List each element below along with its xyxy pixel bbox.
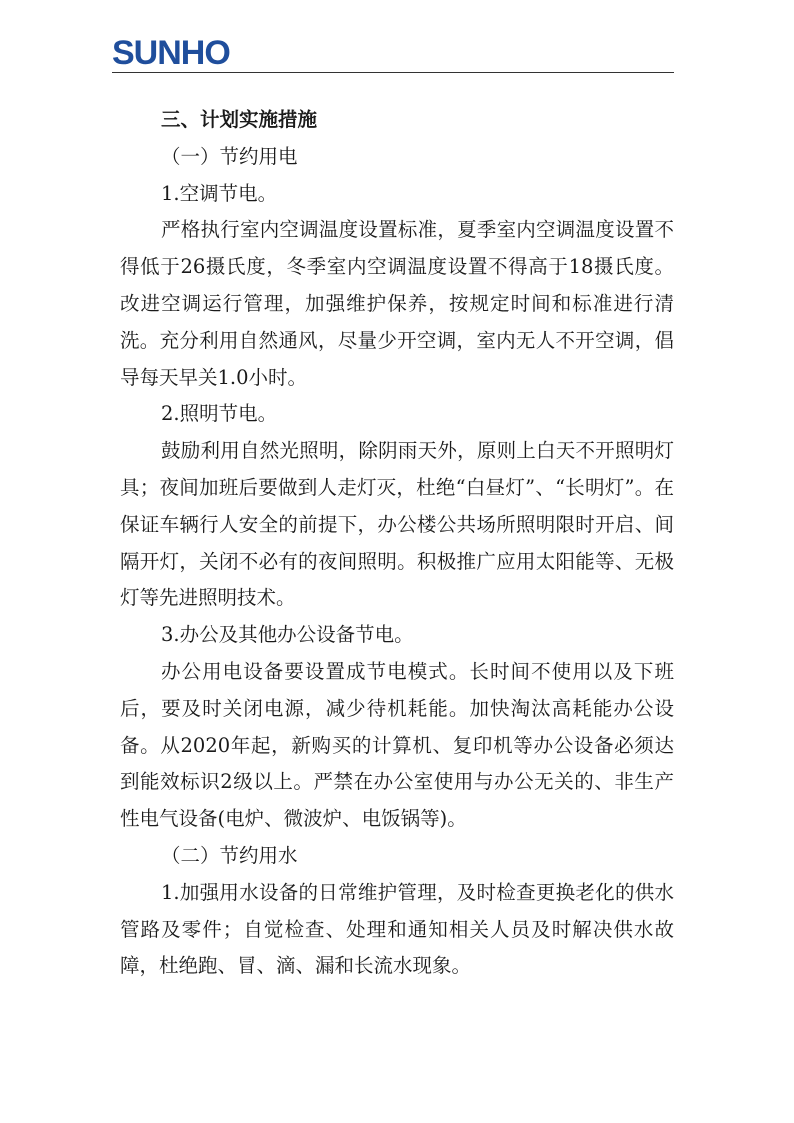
item-title-lighting: 2.照明节电。 — [161, 402, 278, 426]
item-title-office-equipment: 3.办公及其他办公设备节电。 — [161, 623, 414, 647]
subsection-title-water: （二）节约用水 — [161, 843, 298, 867]
section-title: 三、计划实施措施 — [161, 108, 318, 131]
paragraph-water-maintenance: 1.加强用水设备的日常维护管理，及时检查更换老化的供水管路及零件；自觉检查、处理和通知相关人员及时解决供水故障，杜绝跑、冒、滴、漏和长流水现象。 — [120, 880, 674, 978]
item-title-air-conditioning: 1.空调节电。 — [161, 181, 278, 205]
paragraph-office-equipment: 办公用电设备要设置成节电模式。长时间不使用以及下班后，要及时关闭电源，减少待机耗能。加快淘汰高耗能办公设备。从2020年起，新购买的计算机、复印机等办公设备必须达到能效标识2级以上。严禁在办公室使用与办公无关的、非生产性电气设备(电炉、微波炉、电饭锅等)。 — [120, 659, 674, 831]
paragraph-lighting: 鼓励利用自然光照明，除阴雨天外，原则上白天不开照明灯具；夜间加班后要做到人走灯灭，杜绝“白昼灯”、“长明灯”。在保证车辆行人安全的前提下，办公楼公共场所照明限时开启、间隔开灯，关闭不必有的夜间照明。积极推广应用太阳能等、无极灯等先进照明技术。 — [120, 439, 674, 610]
header-divider — [112, 72, 674, 73]
paragraph-air-conditioning: 严格执行室内空调温度设置标准，夏季室内空调温度设置不得低于26摄氏度，冬季室内空调温度设置不得高于18摄氏度。改进空调运行管理，加强维护保养，按规定时间和标准进行清洗。充分利用自然通风，尽量少开空调，室内无人不开空调，倡导每天早关1.0小时。 — [120, 218, 674, 389]
document-body — [120, 102, 674, 985]
company-logo: SUNHO — [112, 34, 230, 72]
page-header — [112, 34, 674, 74]
subsection-title-electricity: （一）节约用电 — [161, 144, 298, 168]
